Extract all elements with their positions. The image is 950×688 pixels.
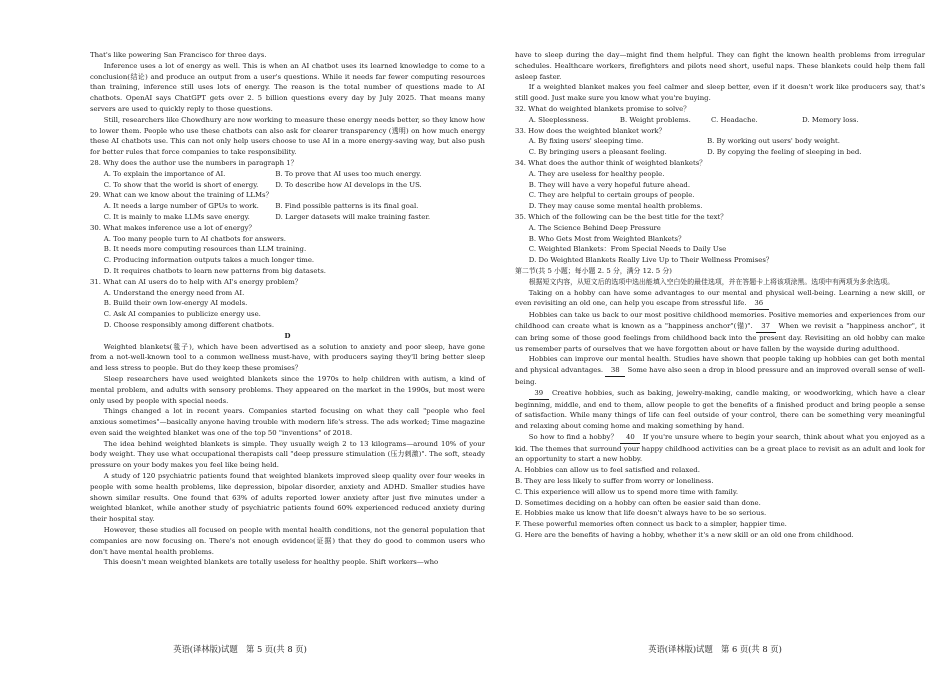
option: A. The Science Behind Deep Pressure [528,223,661,232]
option: B. Build their own low-energy AI models. [103,299,248,308]
option: B. Find possible patterns is its final goal. [275,202,419,211]
paragraph: That's like powering San Francisco for three days. [90,51,267,59]
question-35-stem: 35. Which of the following can be the best title for the text？ [515,212,728,221]
question-29-options [90,212,485,223]
blank-39[interactable]: 39 [529,388,549,400]
right-page [475,0,950,688]
option: A. To explain the importance of AI. [103,169,226,178]
paragraph: This doesn't mean weighted blankets are totally useless for healthy people. Shift workers—who [103,558,439,567]
option: B. They will have a very hopeful future ahead. [528,180,691,189]
paragraph: A study of 120 psychiatric patients found that weighted blankets improved sleep quality over four weeks in people with some health problems, like depression, bipolar disorder, anxiety and ADHD. Smaller studies have shown similar results. One found that 63% of adults reported lower anxiety after just five minutes under a weighted blanket, while another study of psychiatric patients found 60% experienced reduced anxiety during their hospital stay. [90,472,485,524]
question-33-stem: 33. How does the weighted blanket work？ [515,126,666,135]
option: C. Ask AI companies to publicize energy use. [103,310,261,319]
paragraph: Still, researchers like Chowdhury are now working to measure these energy needs better, so they know how to lower them. People who use these chatbots can also ask for clearer transparency (透明) on how much energy these AI chatbots use. This can not only help users choose to use AI in a more energy-saving way, but also push for better rules that force companies to take responsibility. [90,115,485,157]
paragraph-text: So how to find a hobby？ [528,432,618,441]
paragraph: have to sleep during the day—might find them helpful. They can fight the known health problems from irregular schedules. Healthcare workers, firefighters and pilots need short, useful naps. These blankets could help them fall asleep faster. [515,51,925,81]
option: A. They are useless for healthy people. [528,169,665,178]
paragraph-text: Hobbies can improve our mental health. Studies have shown that people taking up hobbies can get both mental and physical advantages. [515,355,925,375]
paragraph [515,432,925,465]
option: C. Headache. [711,115,758,124]
blank-36[interactable]: 36 [749,298,769,310]
option: D. To describe how AI develops in the US. [275,180,422,189]
option: B. Who Gets Most from Weighted Blankets？ [528,234,685,243]
paragraph: Things changed a lot in recent years. Companies started focusing on what they call "people who feel anxious sometimes"—basically anyone having trouble with modern life's stress. The ads worked; Time magazine even said the weighted blanket was one of the top 50 "inventions" of 2018. [90,407,485,437]
page-footer: 英语(译林版)试题 第 5 页(共 8 页) [173,644,307,654]
question-32-stem: 32. What do weighted blankets promise to solve？ [515,104,691,113]
option: B. To prove that AI uses too much energy. [275,169,422,178]
answer-option: A. Hobbies can allow us to feel satisfied and relaxed. [515,466,700,475]
blank-37[interactable]: 37 [756,321,776,333]
paragraph [515,288,925,311]
option: A. Too many people turn to AI chatbots for answers. [103,234,287,243]
blank-38[interactable]: 38 [605,365,625,377]
question-28-options [90,169,485,180]
option: B. It needs more computing resources than LLM training. [103,245,307,254]
option: C. To show that the world is short of energy. [103,180,259,189]
answer-option: B. They are less likely to suffer from worry or loneliness. [515,477,714,486]
question-29-options [90,201,485,212]
paragraph-text: When we revisit a "happiness anchor", it can bring some of those good feelings from childhood back into the present day. Revisiting an old hobby can make us remember parts of ourselves that we have forgotten about or have fallen by the wayside during adulthood. [515,321,926,353]
page-footer: 英语(译林版)试题 第 6 页(共 8 页) [648,644,782,654]
paragraph: Inference uses a lot of energy as well. This is when an AI chatbot uses its learned knowledge to come to a conclusion(结论) and produce an output from a user's questions. While it needs far fewer computing resources than training, inference still uses lots of energy. The reason is the total number of questions made to AI chatbots. OpenAI says ChatGPT gets over 2. 5 billion questions every day by July 2025. That means many servers are used to quickly reply to those questions. [90,61,485,113]
question-33-options [515,136,925,147]
section-2-title: 第二节(共 5 小题；每小题 2. 5 分，满分 12. 5 分) [515,266,672,275]
option: D. They may cause some mental health problems. [528,202,703,211]
question-32-options [515,115,925,126]
option: A. By fixing users' sleeping time. [528,137,644,146]
paragraph-text: Hobbies can take us back to our most positive childhood memories. Positive memories and experiences from our childhood can create what is known as a "happiness anchor"(锚)". [515,311,925,330]
option: C. It is mainly to make LLMs save energy. [103,212,250,221]
section-heading-d: D [284,331,291,340]
option: B. Weight problems. [619,115,691,124]
option: D. It requires chatbots to learn new patterns from big datasets. [103,266,326,275]
question-33-options [515,147,925,158]
option: C. By bringing users a pleasant feeling. [528,148,667,157]
paragraph-text: Creative hobbies, such as baking, jewelry-making, candle making, or woodworking, which have a clear beginning, middle, and end to them, allow people to get the benefits of a finished product and bring people a sense of satisfaction. While many things of life can feel outside of your control, there can be something very meaningful and relaxing about coming home and making something by hand. [515,388,925,431]
option: D. Larger datasets will make training faster. [275,212,431,221]
option: C. Producing information outputs takes a much longer time. [103,256,315,265]
answer-option: D. Sometimes deciding on a hobby can often be easier said than done. [515,498,761,507]
answer-option: F. These powerful memories often connect us back to a simpler, happier time. [515,520,787,529]
question-28-stem: 28. Why does the author use the numbers in paragraph 1？ [90,158,298,167]
paragraph: However, these studies all focused on people with mental health conditions, not the general population that companies are now focusing on. There's not enough evidence(证据) that they do good to common users who don't have mental health problems. [90,526,485,556]
option: A. It needs a large number of GPUs to work. [103,202,259,211]
question-31-stem: 31. What can AI users do to help with AI's energy problem？ [90,277,302,286]
option: A. Sleeplessness. [528,115,589,124]
paragraph: Weighted blankets(毯子), which have been advertised as a solution to anxiety and poor sleep, have gone from a not-well-known tool to a common wellness must-have, with producers saying they'll bring better sleep and less stress to people. But do they keep these promises？ [90,342,485,373]
paragraph-text: If you're unsure where to begin your search, think about what you enjoyed as a kid. The themes that surround your happy childhood activities can be a great place to revisit as an adult and look for an opportunity to start a new hobby. [515,432,925,464]
paragraph-text: Some have also seen a drop in blood pressure and an improved overall sense of well-being. [515,366,925,386]
option: C. Weighted Blankets：From Special Needs to Daily Use [528,245,727,254]
answer-option: C. This experience will allow us to spend more time with family. [515,487,739,496]
option: C. They are helpful to certain groups of people. [528,191,695,200]
option: D. By copying the feeling of sleeping in bed. [707,148,862,157]
paragraph-text: Taking on a hobby can have some advantages to our mental and physical well-being. Learning a new skill, or even revisiting an old one, can help you escape from stressful life. [515,288,925,308]
paragraph [515,388,925,432]
option: A. Understand the energy need from AI. [103,288,245,297]
left-column [90,50,485,568]
option: D. Do Weighted Blankets Really Live Up to Their Wellness Promises？ [528,256,773,265]
question-28-options [90,180,485,191]
paragraph [515,310,925,354]
blank-40[interactable]: 40 [620,432,640,444]
question-29-stem: 29. What can we know about the training of LLMs？ [90,191,273,200]
section-2-instructions: 根据短文内容，从短文后的选项中选出能填入空白处的最佳选项，并在答题卡上将该项涂黑。选项中有两项为多余选项。 [528,277,894,286]
question-30-stem: 30. What makes inference use a lot of energy？ [90,223,256,232]
right-column [515,50,925,541]
option: D. Memory loss. [802,115,859,124]
answer-option: G. Here are the benefits of having a hobby, whether it's a new skill or an old one from childhood. [515,531,854,540]
paragraph: If a weighted blanket makes you feel calmer and sleep better, even if it doesn't work like producers say, that's still good. Just make sure you know what you're buying. [515,83,925,103]
answer-option: E. Hobbies make us know that life doesn't always have to be so serious. [515,509,767,518]
option: D. Choose responsibly among different chatbots. [103,320,275,329]
paragraph: The idea behind weighted blankets is simple. They usually weigh 2 to 13 kilograms—around 10% of your body weight. They use what occupational therapists call "deep pressure stimulation (压力刺激)". The soft, steady pressure on your body makes you feel like being held. [90,439,485,470]
paragraph [515,354,925,387]
question-34-stem: 34. What does the author think of weighted blankets？ [515,158,707,167]
paragraph: Sleep researchers have used weighted blankets since the 1970s to help children with autism, a kind of mental problem, and adults with sensory problems. They appeared on the market in the 1990s, but most were only used by people with special needs. [90,374,485,405]
option: B. By working out users' body weight. [707,137,840,146]
